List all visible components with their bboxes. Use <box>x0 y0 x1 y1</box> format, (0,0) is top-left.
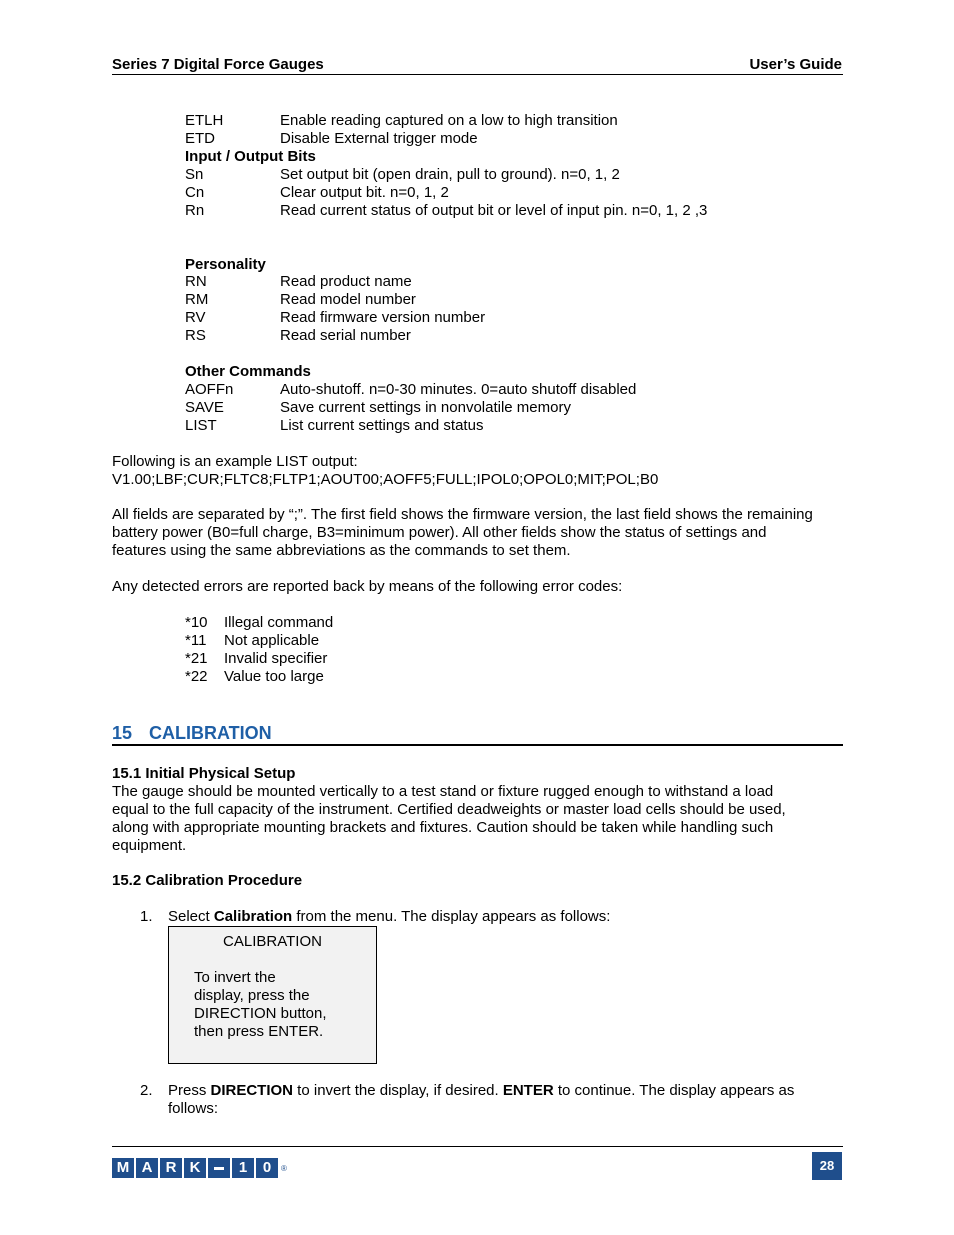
step-text-part: from the menu. The display appears as follows: <box>292 908 611 925</box>
command-code: Cn <box>185 184 205 201</box>
error-code: *22 <box>185 668 208 685</box>
error-code-row <box>185 614 333 632</box>
command-row <box>185 166 620 184</box>
step-text-part: to invert the display, if desired. <box>293 1082 503 1099</box>
command-row <box>185 291 416 309</box>
display-title: CALIBRATION <box>223 933 322 950</box>
page-number: 28 <box>812 1152 842 1180</box>
footer-rule <box>112 1146 843 1147</box>
error-code: *21 <box>185 650 208 667</box>
step-number: 2. <box>140 1082 153 1099</box>
display-line: then press ENTER. <box>194 1023 324 1040</box>
step-text-part: Press <box>168 1082 211 1099</box>
error-code-row <box>185 650 327 668</box>
command-desc: List current settings and status <box>280 417 484 434</box>
command-desc: Auto-shutoff. n=0-30 minutes. 0=auto shutoff disabled <box>280 381 637 398</box>
step-text-bold: Calibration <box>213 908 293 925</box>
command-row <box>185 309 485 327</box>
errors-intro: Any detected errors are reported back by means of the following error codes: <box>112 578 623 595</box>
command-row <box>185 417 483 435</box>
header-guide-label: User’s Guide <box>749 56 842 73</box>
logo-letter: K <box>184 1158 206 1178</box>
command-code: AOFFn <box>185 381 234 398</box>
command-row <box>185 130 478 148</box>
fields-paragraph-line: All fields are separated by “;”. The first field shows the firmware version, the last field shows the remaining <box>112 506 813 523</box>
logo-letter: 0 <box>256 1158 278 1178</box>
display-line: display, press the <box>194 987 310 1004</box>
subsection-paragraph-line: along with appropriate mounting brackets and fixtures. Caution should be taken while handling such <box>112 819 774 836</box>
error-code: *10 <box>185 614 208 631</box>
command-row <box>185 381 636 399</box>
step-text-bold: DIRECTION <box>210 1082 294 1099</box>
subsection-title: 15.1 Initial Physical Setup <box>112 765 296 782</box>
fields-paragraph-line: battery power (B0=full charge, B3=minimum power). All other fields show the status of settings and <box>112 524 767 541</box>
list-example-output: V1.00;LBF;CUR;FLTC8;FLTP1;AOUT00;AOFF5;FULL;IPOL0;OPOL0;MIT;POL;B0 <box>112 471 659 488</box>
display-screen <box>168 926 377 1064</box>
command-code: RM <box>185 291 209 308</box>
header-title: Series 7 Digital Force Gauges <box>112 56 324 73</box>
command-desc: Enable reading captured on a low to high transition <box>280 112 618 129</box>
command-row <box>185 273 412 291</box>
command-code: Rn <box>185 202 205 219</box>
error-desc: Illegal command <box>224 614 334 631</box>
command-desc: Read model number <box>280 291 416 308</box>
command-code: RN <box>185 273 207 290</box>
command-row <box>185 184 449 202</box>
step-text-part: to continue. The display appears as <box>553 1082 795 1099</box>
error-code-row <box>185 668 324 686</box>
step-text-part: follows: <box>168 1100 219 1117</box>
subsection-paragraph-line: equipment. <box>112 837 187 854</box>
subsection-title: 15.2 Calibration Procedure <box>112 872 303 889</box>
logo-letter: R <box>160 1158 182 1178</box>
error-desc: Invalid specifier <box>224 650 328 667</box>
command-desc: Set output bit (open drain, pull to ground). n=0, 1, 2 <box>280 166 620 183</box>
section-number: 15 <box>112 723 133 743</box>
section-title <box>112 722 272 744</box>
error-desc: Not applicable <box>224 632 320 649</box>
step-text <box>168 908 833 926</box>
subsection-paragraph-line: equal to the full capacity of the instrument. Certified deadweights or master load cells should be used, <box>112 801 786 818</box>
other-commands-heading: Other Commands <box>185 363 311 380</box>
command-code: ETLH <box>185 112 224 129</box>
registered-mark: ® <box>281 1164 287 1173</box>
step-number: 1. <box>140 908 153 925</box>
command-desc: Save current settings in nonvolatile memory <box>280 399 571 416</box>
logo-letter: M <box>112 1158 134 1178</box>
error-code: *11 <box>185 632 207 649</box>
command-desc: Read serial number <box>280 327 411 344</box>
error-code-row <box>185 632 319 650</box>
step-text-bold: ENTER <box>502 1082 554 1099</box>
header-rule <box>112 74 843 75</box>
section-title-text: CALIBRATION <box>149 723 272 743</box>
logo-letter: 1 <box>232 1158 254 1178</box>
step-text <box>168 1082 833 1118</box>
step-text-part: Select <box>168 908 214 925</box>
list-example-intro: Following is an example LIST output: <box>112 453 358 470</box>
command-desc: Read current status of output bit or level of input pin. n=0, 1, 2 ,3 <box>280 202 708 219</box>
command-desc: Disable External trigger mode <box>280 130 478 147</box>
command-row <box>185 327 411 345</box>
command-row <box>185 202 707 220</box>
display-line: To invert the <box>194 969 276 986</box>
fields-paragraph-line: features using the same abbreviations as the commands to set them. <box>112 542 571 559</box>
section-rule <box>112 744 843 746</box>
command-code: SAVE <box>185 399 224 416</box>
command-code: RS <box>185 327 206 344</box>
command-desc: Read firmware version number <box>280 309 486 326</box>
io-heading: Input / Output Bits <box>185 148 316 165</box>
personality-heading: Personality <box>185 256 266 273</box>
command-code: Sn <box>185 166 204 183</box>
subsection-paragraph-line: The gauge should be mounted vertically to a test stand or fixture rugged enough to withstand a load <box>112 783 774 800</box>
command-code: LIST <box>185 417 217 434</box>
command-code: ETD <box>185 130 215 147</box>
error-desc: Value too large <box>224 668 324 685</box>
logo-letter: A <box>136 1158 158 1178</box>
logo-dash <box>208 1158 230 1178</box>
command-row <box>185 399 571 417</box>
command-row <box>185 112 618 130</box>
display-line: DIRECTION button, <box>194 1005 327 1022</box>
command-desc: Clear output bit. n=0, 1, 2 <box>280 184 449 201</box>
command-code: RV <box>185 309 206 326</box>
mark-10-logo <box>112 1158 287 1178</box>
command-desc: Read product name <box>280 273 412 290</box>
